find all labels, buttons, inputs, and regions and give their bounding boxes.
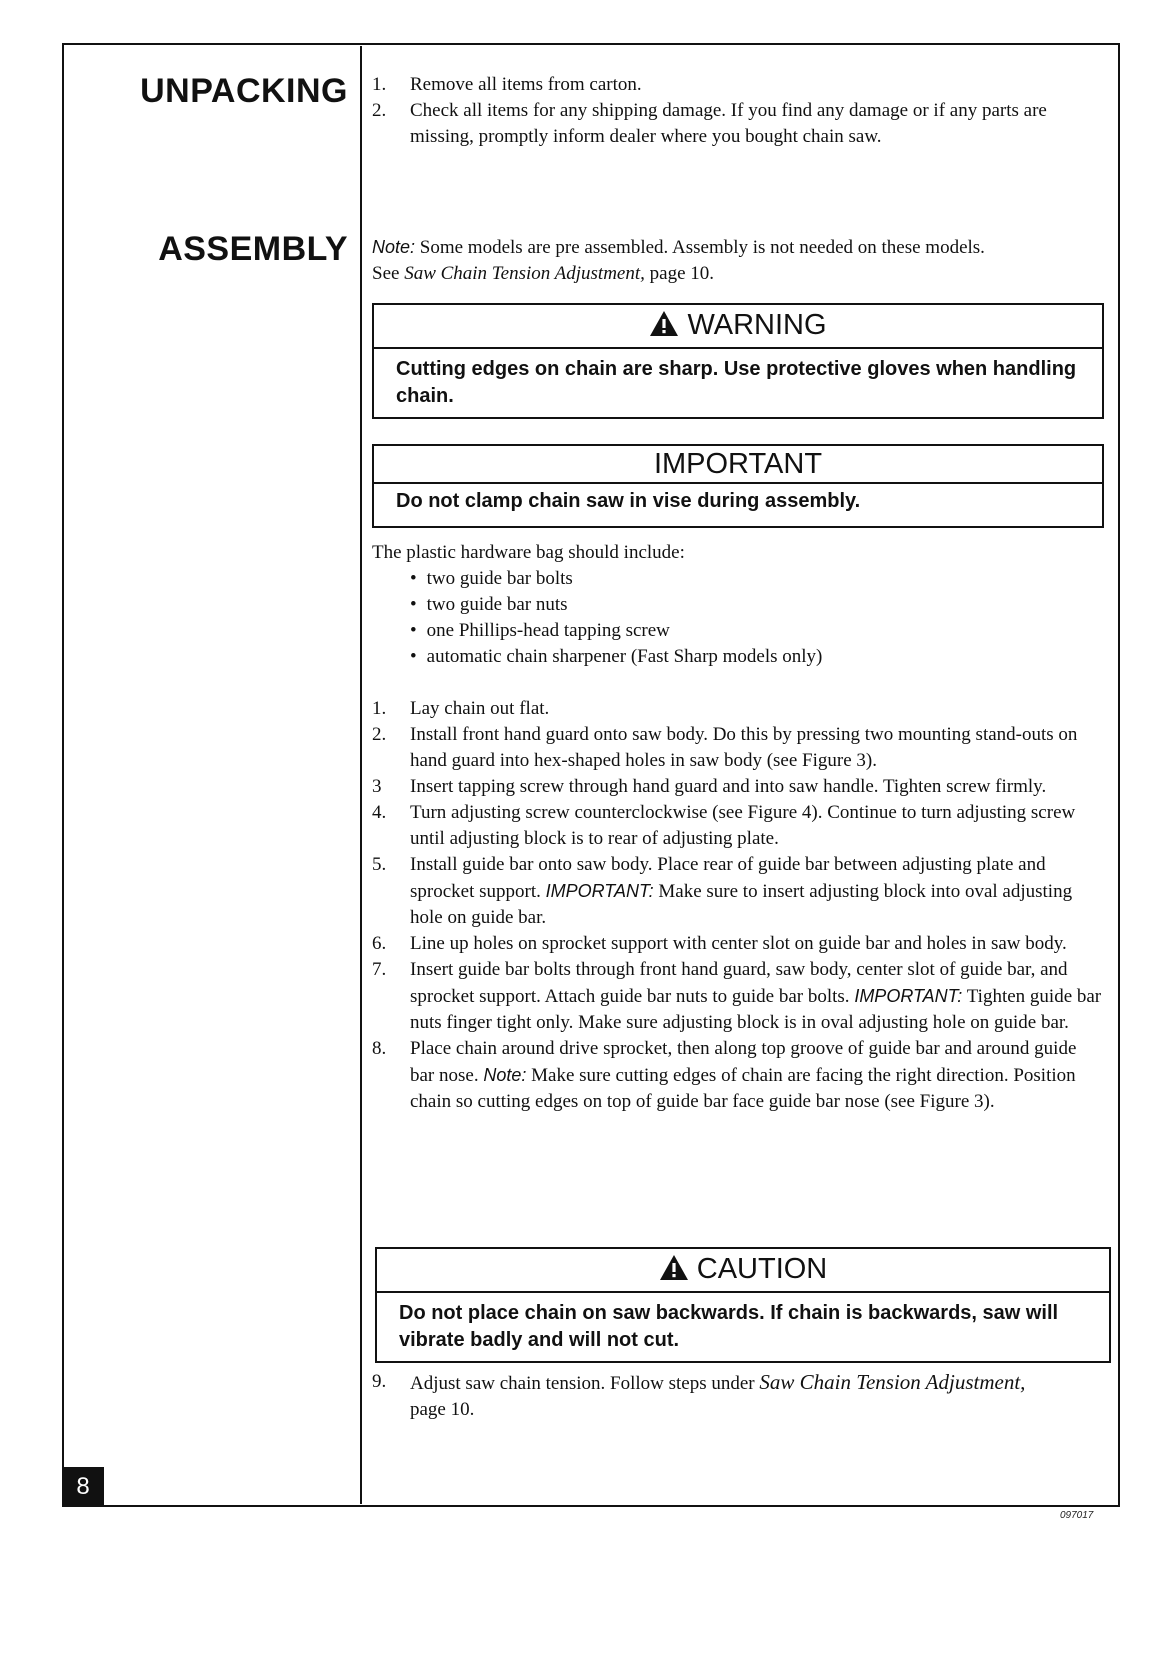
list-item: • one Phillips-head tapping screw [410, 618, 1102, 644]
list-item [372, 722, 1102, 774]
step-text [410, 1036, 1102, 1115]
page-number: 8 [62, 1467, 104, 1507]
step-text-part: Adjust saw chain tension. Follow steps under [410, 1373, 755, 1394]
step-text: Remove all items from carton. [410, 74, 642, 95]
step-text-part: Insert guide bar bolts through front hand guard, saw body, center slot of guide bar, and sprocket support. Attach guide bar nuts to guide bar bolts. [410, 959, 1068, 1007]
step-number: 2. [372, 724, 387, 745]
frame-bottom-rule [62, 1505, 1120, 1507]
step-number: 1. [372, 698, 387, 719]
frame-left-rule [62, 43, 64, 1507]
step-text: Install front hand guard onto saw body. Do this by pressing two mounting stand-outs on hand guard into hex-shaped holes in saw body (see Figure 3). [410, 724, 1078, 771]
note-see: See [372, 263, 400, 284]
list-item [372, 852, 1102, 931]
important-title: IMPORTANT [374, 446, 1102, 484]
step-text-part: Make sure cutting edges of chain are facing the right direction. Position chain so cutting edges on top of guide bar face guide bar nose (see Figure 3). [410, 1065, 1076, 1112]
step-number: 8. [372, 1038, 387, 1059]
step-text: Lay chain out flat. [410, 698, 550, 719]
note-label: Note: [372, 237, 416, 257]
step-number: 2. [372, 100, 387, 121]
step-number: 1. [372, 74, 387, 95]
hardware-bag-intro: The plastic hardware bag should include: [372, 542, 685, 563]
warning-title: WARNING [687, 309, 827, 341]
list-item [372, 1369, 1102, 1423]
step-text-part: Make sure to insert adjusting block into oval adjusting hole on guide bar. [410, 881, 1073, 928]
step-number: 5. [372, 854, 387, 875]
list-item [372, 696, 1102, 722]
step-number: 7. [372, 959, 387, 980]
caution-header [377, 1249, 1109, 1293]
warning-header [374, 305, 1102, 349]
hardware-bag-list [372, 566, 1102, 670]
step-number: 4. [372, 802, 387, 823]
step-text-part: Tighten guide bar nuts finger tight only. Make sure adjusting block is in oval adjusting hole on guide bar. [410, 986, 1102, 1033]
note-page: page 10. [649, 263, 715, 284]
list-item [372, 931, 1102, 957]
page-reference: page 10. [410, 1399, 475, 1420]
list-item [372, 98, 1102, 150]
step-text [410, 957, 1102, 1036]
unpacking-heading: UNPACKING [140, 72, 348, 110]
step-text: Line up holes on sprocket support with center slot on guide bar and holes in saw body. [410, 933, 1067, 954]
caution-triangle-icon [659, 1254, 689, 1281]
step-text: Turn adjusting screw counterclockwise (see Figure 4). Continue to turn adjusting screw until adjusting block is to rear of adjusting plate. [410, 802, 1076, 849]
assembly-note [372, 234, 1102, 287]
assembly-steps [372, 696, 1102, 1115]
step-text-part: Install guide bar onto saw body. Place rear of guide bar between adjusting plate and sprocket support. [410, 854, 1046, 902]
tension-reference: Saw Chain Tension Adjustment, [759, 1370, 1026, 1394]
caution-text: Do not place chain on saw backwards. If chain is backwards, saw will vibrate badly and will not cut. [399, 1302, 1059, 1351]
list-item: • two guide bar nuts [410, 592, 1102, 618]
frame-top-rule [62, 43, 1120, 45]
important-label: IMPORTANT: [854, 986, 963, 1006]
document-code: 097017 [1060, 1510, 1094, 1521]
list-item: • automatic chain sharpener (Fast Sharp models only) [410, 644, 1102, 670]
hardware-bag-section [372, 540, 1102, 670]
warning-text: Cutting edges on chain are sharp. Use protective gloves when handling chain. [396, 358, 1077, 407]
important-callout [372, 444, 1104, 528]
note-text: Some models are pre assembled. Assembly is not needed on these models. [419, 237, 985, 258]
step-text [410, 1369, 1102, 1423]
final-step [372, 1369, 1102, 1423]
list-item [372, 800, 1102, 852]
warning-callout [372, 303, 1104, 419]
important-text: Do not clamp chain saw in vise during assembly. [396, 490, 861, 512]
assembly-heading: ASSEMBLY [158, 230, 348, 268]
step-number: 3 [372, 776, 382, 797]
list-item: • two guide bar bolts [410, 566, 1102, 592]
step-number: 6. [372, 933, 387, 954]
caution-callout [375, 1247, 1111, 1363]
list-item [372, 774, 1102, 800]
list-item [372, 1036, 1102, 1115]
warning-triangle-icon [649, 310, 679, 337]
step-text-part: Place chain around drive sprocket, then along top groove of guide bar and around guide bar nose. [410, 1038, 1077, 1086]
list-item [372, 957, 1102, 1036]
step-number: 9. [372, 1371, 387, 1392]
note-reference: Saw Chain Tension Adjustment, [404, 263, 645, 284]
step-text [410, 852, 1102, 931]
important-label: IMPORTANT: [545, 881, 654, 901]
step-text: Check all items for any shipping damage. If you find any damage or if any parts are missing, promptly inform dealer where you bought chain saw. [410, 100, 1047, 147]
note-label: Note: [483, 1065, 527, 1085]
list-item [372, 72, 1102, 98]
frame-right-rule [1118, 43, 1120, 1507]
column-divider [360, 46, 362, 1504]
unpacking-steps [372, 72, 1102, 150]
step-text: Insert tapping screw through hand guard and into saw handle. Tighten screw firmly. [410, 776, 1047, 797]
caution-title: CAUTION [696, 1253, 828, 1285]
